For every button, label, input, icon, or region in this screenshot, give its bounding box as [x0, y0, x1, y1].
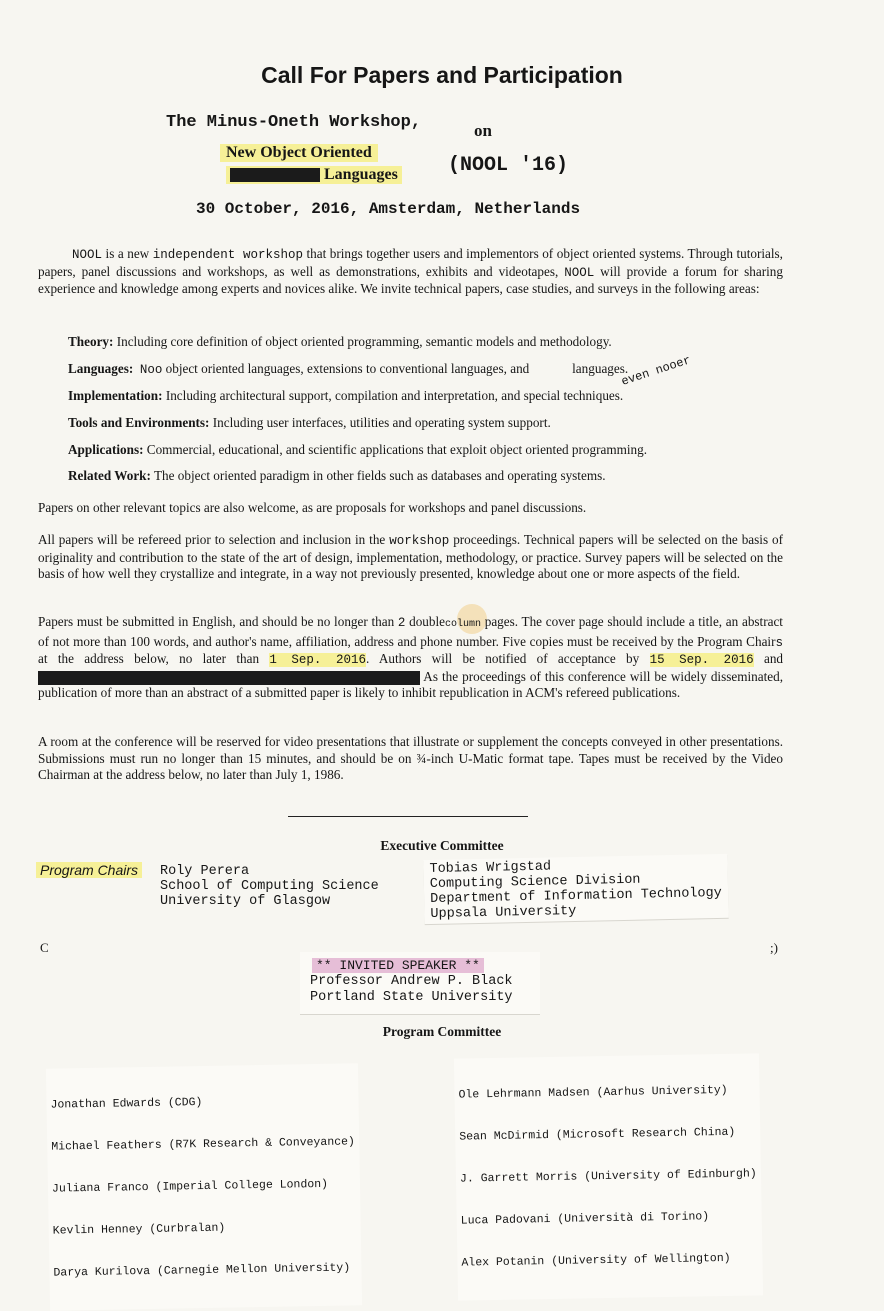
- topic-label: Related Work:: [68, 468, 151, 483]
- list-item: Sean McDirmid (Microsoft Research China): [459, 1125, 736, 1144]
- intro-text-3: will provide a forum for sharing experience and knowledge among experts and novices alike. We invite technical papers, case studies, and surveys in the following areas:: [38, 263, 783, 297]
- topic-label: Applications:: [68, 442, 144, 457]
- chair-perera: Roly Perera School of Computing Science University of Glasgow: [160, 864, 379, 909]
- submit-text-3: pages. The cover page should include a title, an abstract of not more than 100 words, and author's name, affiliation, address and phone number. Five copies must be received by the Program Chair: [38, 614, 783, 649]
- intro-text-2: that brings together users and implementors of object oriented systems. Through tutorials, papers, panel discussions and workshops, as well as demonstrations, exhibits and videotapes,: [38, 246, 783, 279]
- submit-text-1: Papers must be submitted in English, and should be no longer than: [38, 614, 398, 629]
- list-item: Darya Kurilova (Carnegie Mellon University): [53, 1261, 351, 1280]
- refereed-text-2: proceedings. Technical papers will be selected on the basis of originality and contribution to the state of the art of design, implementation, methodology, or practice. Survey papers will be selected on the basis of how well they crystallize and integrate, in a way not previously presented, knowledge about one or more aspects of the field.: [38, 532, 784, 582]
- list-item: Jonathan Edwards (CDG): [50, 1096, 203, 1112]
- notification-date: 15 Sep. 2016: [649, 653, 754, 668]
- topic-text: Including architectural support, compilation and interpretation, and special techniques.: [162, 388, 624, 403]
- workshop-acronym: (NOOL '16): [448, 154, 569, 177]
- program-committee-right: [454, 1053, 763, 1300]
- workshop-insert: workshop: [389, 534, 450, 548]
- list-item: Ole Lehrmann Madsen (Aarhus University): [458, 1083, 728, 1102]
- topic-label: Languages:: [68, 361, 134, 376]
- submission-paragraph: [38, 614, 783, 702]
- edge-text-right: ;): [770, 940, 778, 955]
- invited-speaker-label: ** INVITED SPEAKER **: [312, 958, 484, 973]
- topic-text: Including user interfaces, utilities and operating system support.: [209, 415, 551, 430]
- video-paragraph: A room at the conference will be reserved for video presentations that illustrate or supplement the concepts conveyed in other presentations. Submissions must run no longer than 15 minutes, and should be on ¾-inch U-Matic format tape. Tapes must be received by the Video Chairman at the address below, no later than July 1, 1986.: [38, 734, 783, 783]
- submit-text-2: double: [405, 614, 445, 629]
- topic-label: Tools and Environments:: [68, 415, 210, 430]
- redaction-bar: [230, 168, 320, 182]
- submit-text-5: . Authors will be notified of acceptance by: [365, 651, 650, 667]
- refereed-text-1: All papers will be refereed prior to selection and inclusion in the: [38, 532, 390, 547]
- redaction-bar: [38, 671, 420, 685]
- divider: [288, 816, 528, 817]
- topic-related: [68, 468, 788, 484]
- page-title: Call For Papers and Participation: [261, 62, 623, 88]
- invited-speaker-affiliation: Portland State University: [310, 990, 513, 1005]
- program-chairs-label: Program Chairs: [36, 862, 142, 878]
- topic-text: object oriented languages, extensions to conventional languages, and: [162, 361, 530, 376]
- chairs-s-insert: s: [775, 635, 783, 650]
- executive-committee-heading: Executive Committee: [380, 838, 504, 853]
- list-item: J. Garrett Morris (University of Edinburgh): [459, 1167, 757, 1186]
- submit-text-7: As the proceedings of this conference will be widely disseminated, publication of more than an abstract of a submitted paper is likely to inhibit republication in ACM's refereed publications.: [38, 668, 783, 701]
- intro-paragraph: [38, 246, 783, 298]
- list-item: Luca Padovani (Università di Torino): [460, 1210, 710, 1228]
- list-item: Michael Feathers (R7K Research & Conveyance): [51, 1135, 356, 1154]
- workshop-name: The Minus-Oneth Workshop,: [166, 113, 422, 132]
- acronym-insert: NOOL: [72, 248, 103, 262]
- list-item: Juliana Franco (Imperial College London): [51, 1177, 329, 1196]
- chair-wrigstad: Tobias Wrigstad Computing Science Division Department of Information Technology Uppsala University: [423, 854, 728, 924]
- topic-text: Including core definition of object oriented programming, semantic models and methodology.: [113, 334, 612, 349]
- independent-insert: independent workshop: [152, 248, 303, 262]
- program-committee-heading: Program Committee: [382, 1024, 502, 1039]
- acronym-insert-2: NOOL: [564, 265, 595, 280]
- program-committee-left: [46, 1063, 362, 1310]
- other-topics-paragraph: Papers on other relevant topics are also welcome, as are proposals for workshops and panel discussions.: [38, 500, 587, 515]
- topic-applications: [68, 442, 788, 458]
- invited-speaker-name: Professor Andrew P. Black: [310, 974, 513, 989]
- column-insert: column: [445, 619, 482, 630]
- topic-tools: [68, 415, 788, 431]
- list-item: Kevlin Henney (Curbralan): [52, 1221, 226, 1238]
- even-nooer-note: even nooer: [619, 353, 693, 389]
- workshop-language-line1: New Object Oriented: [220, 144, 378, 162]
- refereed-paragraph: [38, 532, 783, 583]
- intro-text-1: is a new: [102, 246, 153, 261]
- topic-text-2: languages.: [568, 361, 629, 376]
- edge-text-left: C: [40, 940, 49, 955]
- submit-text-4: at the address below, no later than: [38, 651, 270, 667]
- topic-theory: [68, 334, 788, 350]
- noo-insert: Noo: [139, 363, 163, 377]
- workshop-language-line2: [226, 166, 402, 184]
- workshop-date-place: 30 October, 2016, Amsterdam, Netherlands: [196, 200, 581, 218]
- topic-text: The object oriented paradigm in other fields such as databases and operating systems.: [150, 468, 606, 483]
- topic-text: Commercial, educational, and scientific applications that exploit object oriented programming.: [143, 442, 648, 457]
- topic-implementation: [68, 388, 788, 404]
- workshop-language-word: Languages: [324, 166, 398, 183]
- submit-text-6: and: [753, 651, 784, 667]
- topic-label: Theory:: [68, 334, 114, 349]
- workshop-on: on: [474, 121, 492, 140]
- list-item: Alex Potanin (University of Wellington): [461, 1251, 731, 1270]
- submission-date: 1 Sep. 2016: [269, 653, 366, 668]
- page-count-insert: 2: [397, 616, 406, 630]
- topic-label: Implementation:: [68, 388, 163, 403]
